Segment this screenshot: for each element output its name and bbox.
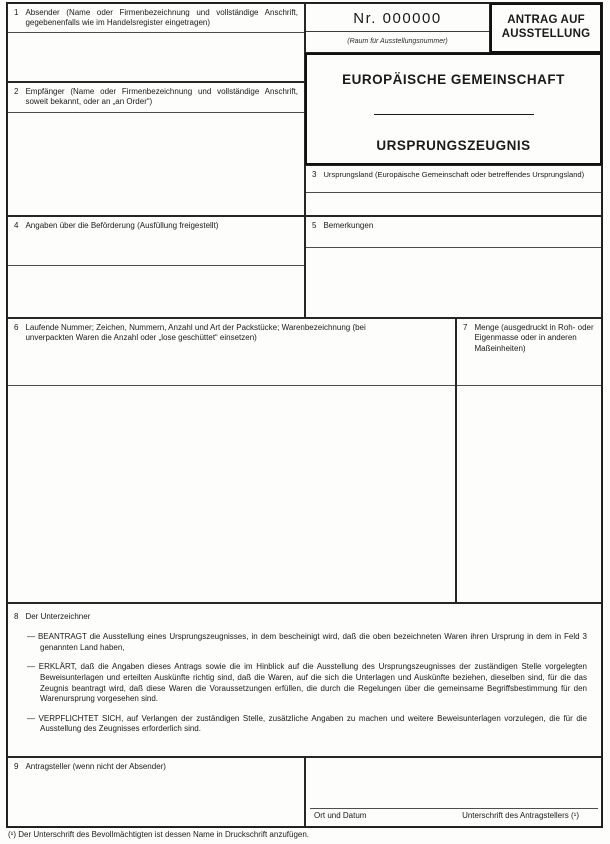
- field-6-label: Laufende Nummer; Zeichen, Nummern, Anzahl und Art der Packstücke; Warenbezeichnung (bei unverpackten Waren die Anzahl oder „lose geschüttet“ einsetzen): [25, 323, 366, 343]
- application-title: ANTRAG AUF AUSSTELLUNG: [501, 14, 591, 40]
- field-6-packstuecke-box: [7, 318, 456, 603]
- field-7-label: Menge (ausgedruckt in Roh- oder Eigenmasse oder in anderen Maßeinheiten): [474, 323, 594, 353]
- field-1-number: 1: [14, 8, 19, 17]
- declaration-verpflichtet: — VERPFLICHTET SICH, auf Verlangen der zuständigen Stelle, zusätzliche Angaben zu machen und weitere Beweisunterlagen vorzulegen, die für die Ausstellung des Zeugnisses erforderlich sind.: [27, 713, 587, 734]
- field-8-number: 8: [14, 612, 19, 621]
- field-2-empfaenger-box: [7, 82, 305, 216]
- field-7-header: [457, 319, 601, 386]
- field-8-label: Der Unterzeichner: [25, 612, 91, 621]
- field-5-entry-area[interactable]: [306, 248, 601, 317]
- application-title-box: [490, 3, 602, 53]
- serial-number-value: Nr. 000000: [306, 4, 489, 32]
- place-date-label: Ort und Datum: [314, 811, 367, 820]
- field-3-entry-area[interactable]: [306, 193, 601, 215]
- signature-area-box: [305, 757, 602, 827]
- field-3-ursprungsland-box: [305, 165, 602, 216]
- footnote-text: (¹) Der Unterschrift des Bevollmächtigten ist dessen Name in Druckschrift anzufügen.: [8, 830, 310, 839]
- field-2-label: Empfänger (Name oder Firmenbezeichnung und vollständige Anschrift, soweit bekannt, oder an „an Order“): [25, 87, 298, 107]
- field-6-header: [8, 319, 455, 386]
- field-2-entry-area[interactable]: [8, 113, 304, 215]
- field-2-number: 2: [14, 87, 19, 96]
- field-9-antragsteller-box: [7, 757, 305, 827]
- applicant-signature-label: Unterschrift des Antragstellers (¹): [462, 811, 579, 820]
- declaration-beantragt: — BEANTRAGT die Ausstellung eines Ursprungszeugnisses, in dem bescheinigt wird, daß die oben bezeichneten Waren ihren Ursprung in dem in Feld 3 genannten Land haben,: [27, 632, 587, 652]
- field-1-entry-area[interactable]: [8, 33, 304, 81]
- field-4-befoerderung-box: [7, 216, 305, 318]
- field-4-number: 4: [14, 221, 19, 230]
- field-3-header: [306, 166, 601, 193]
- field-9-label: Antragsteller (wenn nicht der Absender): [25, 762, 166, 771]
- serial-number-note: (Raum für Ausstellungsnummer): [347, 38, 448, 45]
- field-5-bemerkungen-box: [305, 216, 602, 318]
- certificate-title: URSPRUNGSZEUGNIS: [376, 138, 531, 153]
- title-divider-line: [374, 114, 534, 115]
- community-title: EUROPÄISCHE GEMEINSCHAFT: [342, 72, 565, 87]
- field-7-menge-box: [456, 318, 602, 603]
- field-4-label: Angaben über die Beförderung (Ausfüllung freigestellt): [25, 221, 219, 230]
- field-8-header: [14, 608, 591, 624]
- field-9-entry-area[interactable]: [8, 772, 304, 826]
- serial-number-box: [305, 3, 490, 53]
- field-5-number: 5: [312, 221, 317, 230]
- field-5-header: [306, 217, 601, 248]
- field-4-entry-area[interactable]: [8, 231, 304, 317]
- field-5-label: Bemerkungen: [323, 221, 374, 230]
- field-7-number: 7: [463, 323, 468, 332]
- field-3-number: 3: [312, 170, 317, 179]
- declaration-erklaert: — ERKLÄRT, daß die Angaben dieses Antrags sowie die im Hinblick auf die Ausstellung des Ursprungszeugnisses der zuständigen Stelle vorgelegten Beweisunterlagen und erteilten Auskünfte richtig sind, daß die Waren, auf die sich die Unterlagen und Auskünfte beziehen, dieselben sind, für die das Zeugnis beantragt wird, daß diese Waren die Voraussetzungen erfüllen, die durch die Regelungen über die gemeinsame Begriffsbestimmung für den Warenursprung vorgesehen sind.: [27, 662, 587, 704]
- field-3-label: Ursprungsland (Europäische Gemeinschaft oder betreffendes Ursprungsland): [323, 170, 585, 179]
- field-9-number: 9: [14, 762, 19, 771]
- field-8-unterzeichner-box: [7, 603, 602, 757]
- field-6-entry-area[interactable]: [8, 386, 455, 602]
- field-6-number: 6: [14, 323, 19, 332]
- field-1-header: [8, 4, 304, 33]
- document-title-box: [305, 53, 602, 165]
- place-date-signature-entry-area[interactable]: [306, 758, 601, 808]
- signature-line: [310, 808, 598, 809]
- field-1-absender-box: [7, 3, 305, 82]
- field-7-entry-area[interactable]: [457, 386, 601, 602]
- field-1-label: Absender (Name oder Firmenbezeichnung und vollständige Anschrift, gegebenenfalls wie im Handelsregister eingetragen): [25, 8, 298, 28]
- field-2-header: [8, 83, 304, 113]
